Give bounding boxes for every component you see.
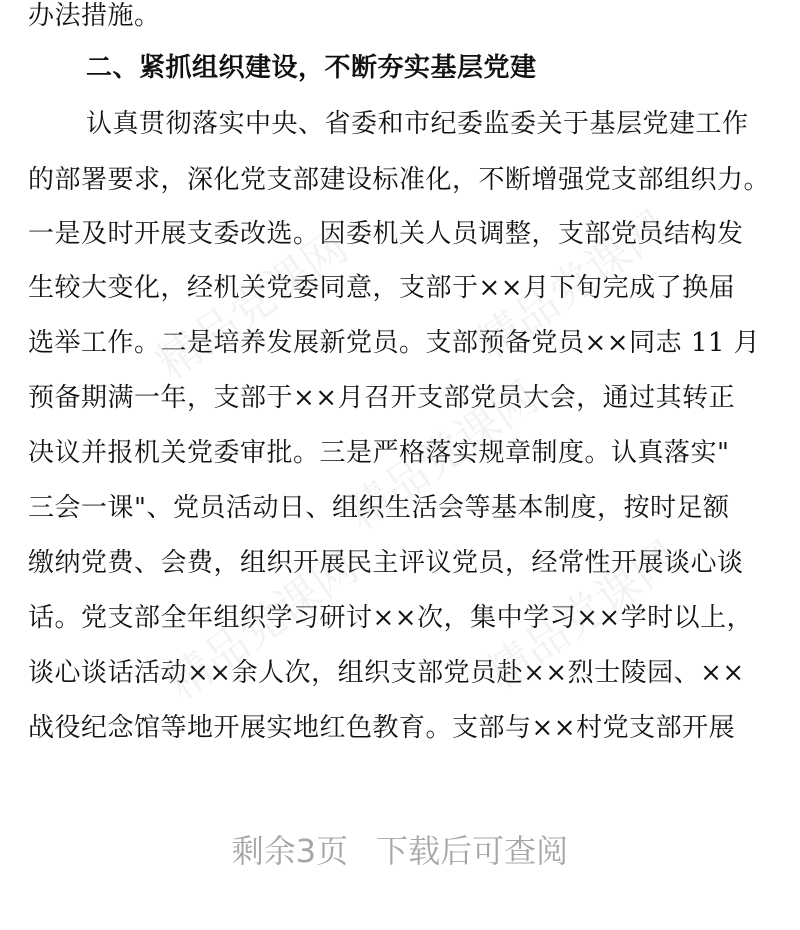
section-heading: 二、紧抓组织建设，不断夯实基层党建 — [86, 53, 537, 83]
watermark: 精品党课网 — [467, 201, 678, 370]
text-line: 缴纳党费、会费，组织开展民主评议党员，经常性开展谈心谈 — [28, 548, 744, 578]
download-to-view-text: 下载后可查阅 — [376, 832, 569, 870]
text-line: 预备期满一年，支部于××月召开支部党员大会，通过其转正 — [28, 383, 736, 413]
watermark: 精品党课网 — [337, 371, 548, 540]
text-line: 的部署要求，深化党支部建设标准化，不断增强党支部组织力。 — [28, 165, 771, 195]
text-line: 谈心谈话活动××余人次，组织支部党员赴××烈士陵园、×× — [28, 658, 745, 688]
text-line: 一是及时开展支委改选。因委机关人员调整，支部党员结构发 — [28, 219, 744, 249]
text-line: 生较大变化，经机关党委同意，支部于××月下旬完成了换届 — [28, 273, 736, 303]
text-line: 认真贯彻落实中央、省委和市纪委监委关于基层党建工作 — [86, 109, 749, 139]
text-line: 选举工作。二是培养发展新党员。支部预备党员××同志 11 月 — [28, 328, 761, 358]
text-line: 话。党支部全年组织学习研讨××次，集中学习××学时以上， — [28, 603, 754, 633]
remaining-pages-text: 剩余3页 — [231, 832, 349, 870]
watermark: 精品党课网 — [157, 541, 368, 710]
watermark: 精品党课网 — [147, 221, 358, 390]
watermark: 精品党课网 — [477, 531, 688, 700]
text-line: 三会一课"、党员活动日、组织生活会等基本制度，按时足额 — [28, 493, 730, 523]
download-prompt[interactable] — [0, 826, 800, 872]
text-line: 办法措施。 — [28, 1, 161, 31]
text-line: 战役纪念馆等地开展实地红色教育。支部与××村党支部开展 — [28, 713, 736, 743]
text-line: 决议并报机关党委审批。三是严格落实规章制度。认真落实" — [28, 438, 730, 468]
